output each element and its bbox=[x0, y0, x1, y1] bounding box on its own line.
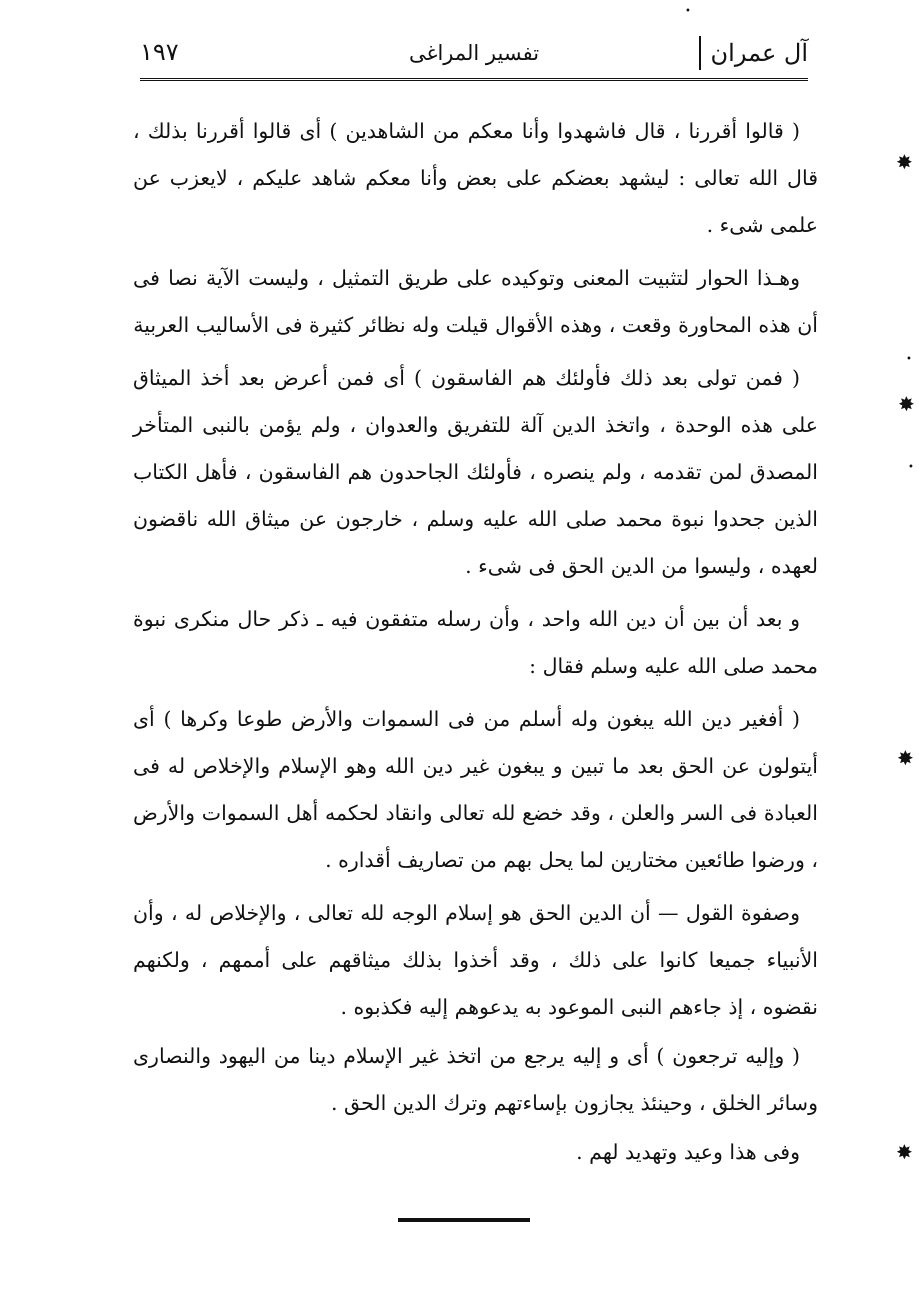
page-header bbox=[140, 26, 808, 78]
book-title: تفسير المراغى bbox=[408, 41, 540, 65]
scan-speck: • bbox=[906, 354, 912, 365]
paragraph-3: ( فمن تولى بعد ذلك فأولئك هم الفاسقون ) أى فمن أعرض بعد أخذ الميثاق على هذه الوحدة ، واتخذ الدين آلة للتفريق والعدوان ، ولم يؤمن بالنبى المتأخر المصدق لمن تقدمه ، ولم ينصره ، فأولئك الجاحدون هم الفاسقون ، فأهل الكتاب الذين جحدوا نبوة محمد صلى الله عليه وسلم ، خارجون عن ميثاق الله ناقضون لعهده ، وليسوا من الدين الحق فى شىء . bbox=[133, 366, 818, 578]
paragraph-5: ( أفغير دين الله يبغون وله أسلم من فى السموات والأرض طوعا وكرها ) أى أيتولون عن الحق بعد ما تبين و يبغون غير دين الله وهو الإسلام والإخلاص له فى العبادة فى السر والعلن ، وقد خضع لله تعالى وانقاد لحكمه أهل السموات والأرض ، ورضوا طائعين مختارين لما يحل بهم من تصاريف أقداره . bbox=[133, 707, 818, 872]
scan-speck: ✸ bbox=[897, 746, 914, 770]
scan-speck: • bbox=[908, 462, 914, 473]
paragraph-4: و بعد أن بين أن دين الله واحد ، وأن رسله متفقون فيه ـ ذكر حال منكرى نبوة محمد صلى الله عليه وسلم فقال : bbox=[133, 607, 818, 678]
surah-name: آل عمران bbox=[699, 36, 808, 70]
end-rule bbox=[398, 1218, 530, 1222]
paragraph-6: وصفوة القول — أن الدين الحق هو إسلام الوجه لله تعالى ، والإخلاص له ، وأن الأنبياء جميعا كانوا على ذلك ، وقد أخذوا بذلك ميثاقهم على أممهم ، ولكنهم نقضوه ، إذ جاءهم النبى الموعود به يدعوهم إليه فكذبوه . bbox=[133, 901, 818, 1019]
paragraph-7: ( وإليه ترجعون ) أى و إليه يرجع من اتخذ غير الإسلام دينا من اليهود والنصارى وسائر الخلق ، وحينئذ يجازون بإساءتهم وترك الدين الحق . bbox=[133, 1044, 818, 1115]
paragraph-2: وهـذا الحوار لتثبيت المعنى وتوكيده على طريق التمثيل ، وليست الآية نصا فى أن هذه المحاورة وقعت ، وهذه الأقوال قيلت وله نظائر كثيرة فى الأساليب العربية bbox=[133, 266, 818, 337]
scan-speck: ✸ bbox=[896, 150, 913, 174]
body-text bbox=[133, 108, 818, 1182]
scan-speck: ✸ bbox=[898, 392, 915, 416]
paragraph-1: ( قالوا أقررنا ، قال فاشهدوا وأنا معكم من الشاهدين ) أى قالوا أقررنا بذلك ، قال الله تعالى : ليشهد بعضكم على بعض وأنا معكم شاهد عليكم ، لايعزب عن علمى شىء . bbox=[133, 119, 818, 237]
header-rule bbox=[140, 78, 808, 81]
scan-speck: ✸ bbox=[896, 1140, 913, 1164]
page-number: ١٩٧ bbox=[140, 38, 179, 66]
paragraph-8: وفى هذا وعيد وتهديد لهم . bbox=[576, 1140, 800, 1164]
scan-speck: • bbox=[685, 6, 691, 17]
